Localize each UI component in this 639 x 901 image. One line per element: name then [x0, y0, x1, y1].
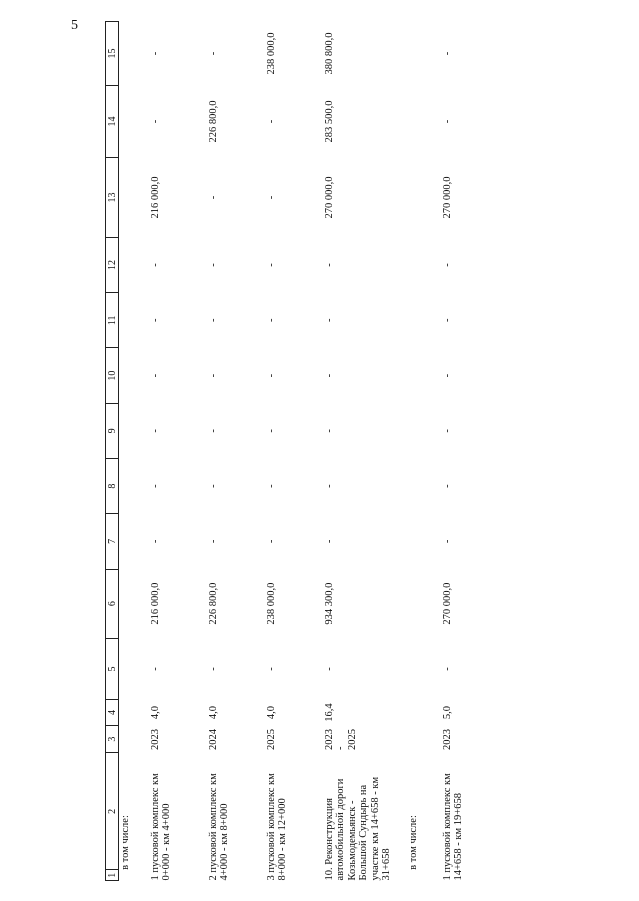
section-label-row — [119, 22, 149, 881]
value-cell: - — [441, 318, 453, 323]
value-cell: - — [149, 263, 161, 267]
column-number: 2 — [106, 753, 119, 870]
value-cell: 380 800,0 — [323, 32, 335, 75]
year-cell: 2023 — [441, 728, 453, 750]
year-cell: 2024 — [207, 728, 219, 750]
page-number: 5 — [71, 18, 78, 33]
value-cell: - — [149, 667, 161, 671]
object-name: 1 пусковой комплекс км 0+000 - км 4+000 — [149, 773, 172, 881]
object-name: 1 пусковой комплекс км 14+658 - км 19+658 — [441, 773, 464, 881]
table-row — [265, 22, 323, 881]
column-number: 6 — [106, 569, 119, 638]
column-number: 1 — [106, 870, 119, 881]
value-cell: 226 800,0 — [207, 100, 219, 143]
total-cell: 226 800,0 — [207, 582, 219, 625]
value-cell: 283 500,0 — [323, 100, 335, 143]
value-cell: - — [265, 119, 277, 124]
value-cell: - — [265, 318, 277, 323]
total-cell: 238 000,0 — [265, 582, 277, 625]
budget-table — [105, 21, 499, 881]
column-number: 13 — [106, 158, 119, 238]
value-cell: - — [441, 667, 453, 671]
value-cell: - — [441, 373, 453, 378]
value-cell: - — [149, 119, 161, 124]
value-cell: - — [207, 484, 219, 488]
value-cell: - — [207, 429, 219, 433]
length-cell: 4,0 — [207, 705, 219, 720]
empty-cell — [119, 870, 149, 881]
value-cell: - — [265, 263, 277, 267]
value-cell: - — [441, 484, 453, 488]
value-cell: - — [265, 373, 277, 378]
value-cell: 238 000,0 — [265, 32, 277, 75]
value-cell: - — [207, 539, 219, 544]
value-cell: - — [149, 51, 161, 56]
value-cell: - — [207, 195, 219, 200]
column-number: 5 — [106, 638, 119, 700]
year-cell: 2023 — [149, 728, 161, 750]
value-cell: - — [441, 429, 453, 433]
column-number: 14 — [106, 85, 119, 157]
value-cell: 270 000,0 — [441, 176, 453, 219]
year-cell: 2023 - 2025 — [323, 728, 358, 750]
value-cell: - — [441, 263, 453, 267]
year-cell: 2025 — [265, 728, 277, 750]
value-cell: - — [149, 539, 161, 544]
object-name: 10. Реконструкция автомобильной дороги Козьмодемьянск - Большой Сундырь на участке км 14+658 - км 31+658 — [323, 776, 392, 881]
length-cell: 5,0 — [441, 705, 453, 720]
value-cell: - — [149, 484, 161, 488]
value-cell: - — [207, 318, 219, 323]
value-cell: - — [207, 373, 219, 378]
value-cell: - — [441, 51, 453, 56]
value-cell: - — [207, 667, 219, 671]
value-cell: 270 000,0 — [323, 176, 335, 219]
column-number: 12 — [106, 237, 119, 292]
column-number-header — [106, 22, 119, 881]
object-name: 3 пусковой комплекс км 8+000 - км 12+000 — [265, 773, 288, 881]
value-cell: - — [265, 539, 277, 544]
value-cell: - — [265, 429, 277, 433]
length-cell: 16,4 — [323, 703, 335, 722]
table-body — [119, 22, 499, 881]
value-cell: - — [149, 373, 161, 378]
empty-cell — [407, 870, 441, 881]
total-cell: 934 300,0 — [323, 582, 335, 625]
column-number: 7 — [106, 514, 119, 569]
value-cell: - — [265, 484, 277, 488]
value-cell: - — [323, 539, 335, 544]
value-cell: - — [265, 667, 277, 671]
section-label: в том числе: — [407, 815, 419, 870]
length-cell: 4,0 — [265, 705, 277, 720]
total-cell: 216 000,0 — [149, 582, 161, 625]
section-label-row — [407, 22, 441, 881]
table-row — [323, 22, 407, 881]
column-number: 9 — [106, 403, 119, 458]
total-cell: 270 000,0 — [441, 582, 453, 625]
value-cell: - — [265, 195, 277, 200]
column-number: 8 — [106, 458, 119, 513]
length-cell: 4,0 — [149, 705, 161, 720]
rotated-table-page — [105, 21, 529, 881]
table-row — [207, 22, 265, 881]
column-number: 10 — [106, 348, 119, 403]
value-cell: - — [207, 263, 219, 267]
column-number: 3 — [106, 725, 119, 753]
value-cell: - — [441, 539, 453, 544]
value-cell: - — [323, 373, 335, 378]
value-cell: - — [323, 429, 335, 433]
value-cell: - — [323, 667, 335, 671]
value-cell: - — [149, 318, 161, 323]
column-number: 11 — [106, 293, 119, 348]
value-cell: - — [323, 318, 335, 323]
table-row — [441, 22, 499, 881]
value-cell: - — [323, 484, 335, 488]
column-number: 15 — [106, 22, 119, 86]
value-cell: - — [441, 119, 453, 124]
value-cell: 216 000,0 — [149, 176, 161, 219]
section-label: в том числе: — [120, 815, 131, 870]
object-name: 2 пусковой комплекс км 4+000 - км 8+000 — [207, 773, 230, 881]
table-row — [149, 22, 207, 881]
value-cell: - — [323, 263, 335, 267]
value-cell: - — [207, 51, 219, 56]
value-cell: - — [149, 429, 161, 433]
column-number: 4 — [106, 700, 119, 726]
